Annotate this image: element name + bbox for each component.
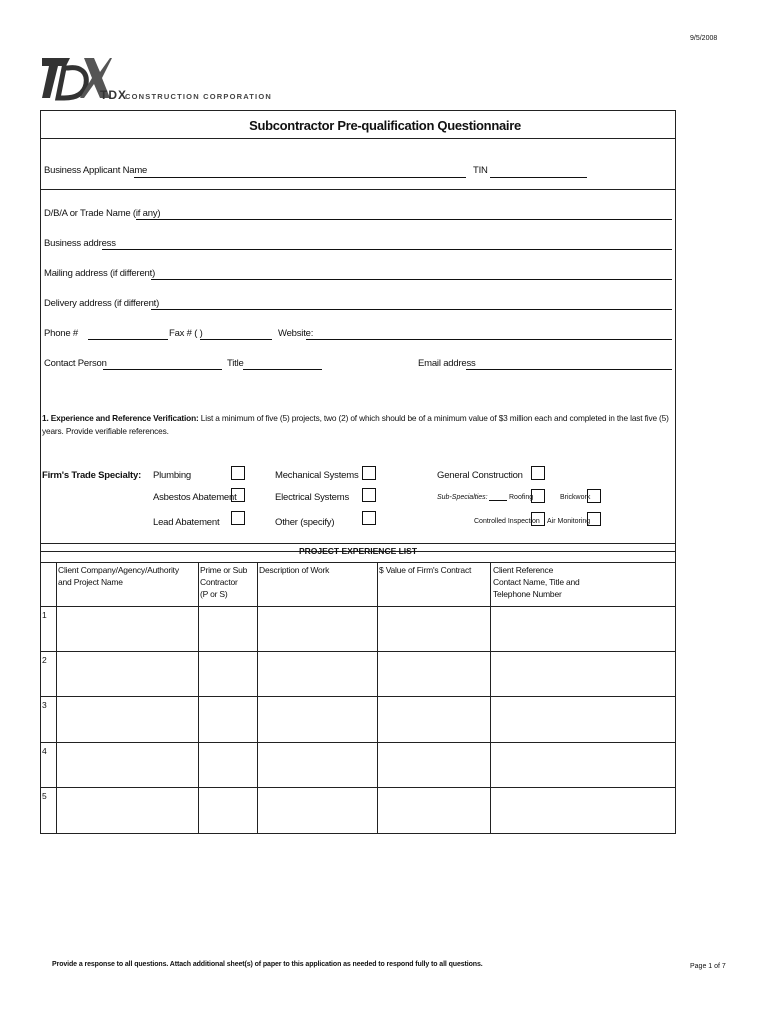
col-header-reference: Client Reference Contact Name, Title and Telephone Number xyxy=(493,565,580,599)
row-number: 5 xyxy=(42,791,47,801)
lead-label: Lead Abatement xyxy=(153,517,220,528)
mailing-address-input[interactable] xyxy=(151,279,672,280)
fax-label: Fax # ( ) xyxy=(169,328,203,339)
row-number: 1 xyxy=(42,610,47,620)
mechanical-checkbox[interactable] xyxy=(362,466,376,480)
contact-person-input[interactable] xyxy=(103,369,222,370)
row-number: 3 xyxy=(42,700,47,710)
air-monitoring-checkbox[interactable] xyxy=(587,512,601,526)
business-address-input[interactable] xyxy=(102,249,672,250)
email-input[interactable] xyxy=(466,369,672,370)
col-header-client: Client Company/Agency/Authority and Project Name xyxy=(58,565,179,587)
website-label: Website: xyxy=(278,328,314,339)
business-applicant-input[interactable] xyxy=(134,177,466,178)
section1-heading: 1. Experience and Reference Verification: xyxy=(42,413,199,423)
fax-input[interactable] xyxy=(200,339,272,340)
phone-input[interactable] xyxy=(88,339,168,340)
asbestos-checkbox[interactable] xyxy=(231,488,245,502)
general-label: General Construction xyxy=(437,470,523,481)
mechanical-label: Mechanical Systems xyxy=(275,470,359,481)
table-title: PROJECT EXPERIENCE LIST xyxy=(298,546,418,556)
page-number: Page 1 of 7 xyxy=(690,963,726,970)
company-name: TDX xyxy=(100,88,127,102)
electrical-label: Electrical Systems xyxy=(275,492,350,503)
mailing-address-label: Mailing address (if different) xyxy=(44,268,156,279)
delivery-address-label: Delivery address (if different) xyxy=(44,298,160,309)
roofing-checkbox[interactable] xyxy=(531,489,545,503)
col-header-prime-sub: Prime or Sub Contractor (P or S) xyxy=(200,565,248,599)
other-label: Other (specify) xyxy=(275,517,335,528)
electrical-checkbox[interactable] xyxy=(362,488,376,502)
plumbing-label: Plumbing xyxy=(153,470,192,481)
roofing-label: Roofing xyxy=(509,494,534,501)
row-number: 2 xyxy=(42,655,47,665)
row-number: 4 xyxy=(42,746,47,756)
business-address-label: Business address xyxy=(44,238,116,249)
brickwork-checkbox[interactable] xyxy=(587,489,601,503)
contact-person-label: Contact Person xyxy=(44,358,107,369)
tin-input[interactable] xyxy=(490,177,587,178)
air-monitoring-label: Air Monitoring xyxy=(547,518,591,525)
section1-text: List a minimum of five (5) projects, two (2) of which should be of a minimum value of $3 million each and completed in the last five (5) years. Provide verifiable references. xyxy=(42,413,669,436)
controlled-inspection-label: Controlled Inspection xyxy=(474,518,540,525)
phone-label: Phone # xyxy=(44,328,78,339)
website-input[interactable] xyxy=(306,339,672,340)
title-label: Title xyxy=(227,358,244,369)
col-header-value: $ Value of Firm's Contract xyxy=(379,565,472,575)
trade-specialty-label: Firm's Trade Specialty: xyxy=(42,470,142,481)
lead-checkbox[interactable] xyxy=(231,511,245,525)
email-label: Email address xyxy=(418,358,476,369)
company-tagline: CONSTRUCTION CORPORATION xyxy=(125,92,272,101)
dba-label: D/B/A or Trade Name (if any) xyxy=(44,208,161,219)
other-checkbox[interactable] xyxy=(362,511,376,525)
general-checkbox[interactable] xyxy=(531,466,545,480)
tin-label: TIN xyxy=(473,165,488,176)
controlled-inspection-checkbox[interactable] xyxy=(531,512,545,526)
footer-note: Provide a response to all questions. Attach additional sheet(s) of paper to this application as needed to respond fully to all questions. xyxy=(52,961,483,968)
asbestos-label: Asbestos Abatement xyxy=(153,492,237,503)
sub-specialties-label: Sub-Specialties: xyxy=(437,494,488,501)
plumbing-checkbox[interactable] xyxy=(231,466,245,480)
document-date: 9/5/2008 xyxy=(690,35,718,42)
brickwork-label: Brickwork xyxy=(560,494,591,501)
form-title: Subcontractor Pre-qualification Questionnaire xyxy=(249,118,521,133)
col-header-description: Description of Work xyxy=(259,565,330,575)
delivery-address-input[interactable] xyxy=(151,309,672,310)
section1-paragraph xyxy=(42,412,672,438)
business-applicant-label: Business Applicant Name xyxy=(44,165,148,176)
dba-input[interactable] xyxy=(136,219,672,220)
title-input[interactable] xyxy=(243,369,322,370)
